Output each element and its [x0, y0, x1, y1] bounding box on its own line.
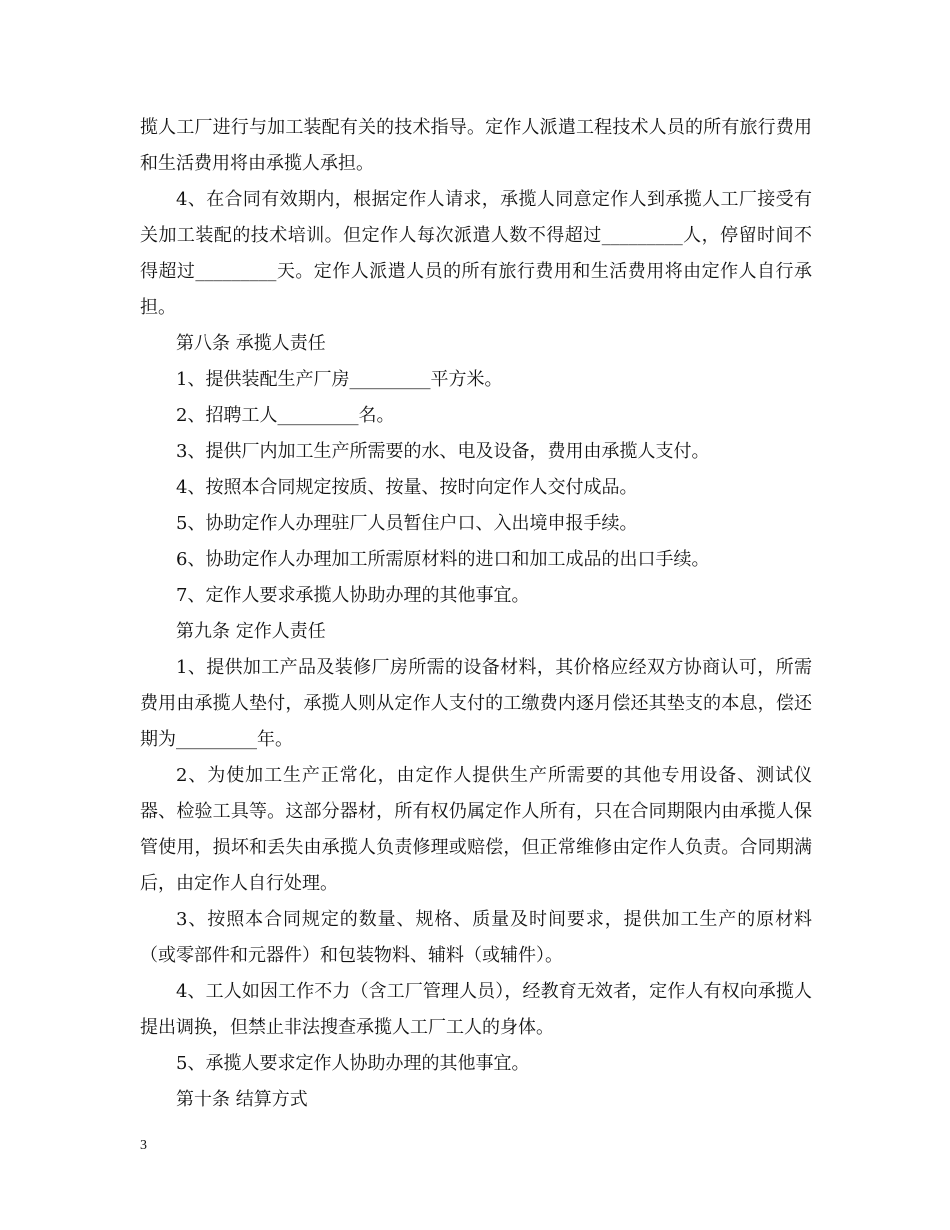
paragraph: 1、提供加工产品及装修厂房所需的设备材料，其价格应经双方协商认可，所需费用由承揽人垫付，承揽人则从定作人支付的工缴费内逐月偿还其垫支的本息，偿还期为_________年。	[140, 657, 812, 750]
paragraph: 1、提供装配生产厂房_________平方米。	[176, 369, 503, 390]
paragraph: 4、工人如因工作不力（含工厂管理人员），经教育无效者，定作人有权向承揽人提出调换，但禁止非法搜查承揽人工厂工人的身体。	[140, 981, 812, 1038]
page-number: 3	[140, 1138, 147, 1153]
document-body	[140, 110, 812, 1118]
paragraph: 5、承揽人要求定作人协助办理的其他事宜。	[176, 1053, 530, 1074]
paragraph: 3、提供厂内加工生产所需要的水、电及设备，费用由承揽人支付。	[176, 441, 710, 462]
paragraph: 2、为使加工生产正常化，由定作人提供生产所需要的其他专用设备、测试仪器、检验工具等。这部分器材，所有权仍属定作人所有，只在合同期限内由承揽人保管使用，损坏和丢失由承揽人负责修理或赔偿，但正常维修由定作人负责。合同期满后，由定作人自行处理。	[140, 765, 812, 894]
paragraph: 揽人工厂进行与加工装配有关的技术指导。定作人派遣工程技术人员的所有旅行费用和生活费用将由承揽人承担。	[140, 117, 812, 174]
paragraph: 3、按照本合同规定的数量、规格、质量及时间要求，提供加工生产的原材料（或零部件和元器件）和包装物料、辅料（或辅件）。	[140, 909, 812, 966]
paragraph: 5、协助定作人办理驻厂人员暂住户口、入出境申报手续。	[176, 513, 638, 534]
paragraph: 第九条 定作人责任	[176, 621, 326, 642]
paragraph: 4、在合同有效期内，根据定作人请求，承揽人同意定作人到承揽人工厂接受有关加工装配的技术培训。但定作人每次派遣人数不得超过_________人，停留时间不得超过_________天。定作人派遣人员的所有旅行费用和生活费用将由定作人自行承担。	[140, 189, 812, 318]
paragraph: 4、按照本合同规定按质、按量、按时向定作人交付成品。	[176, 477, 638, 498]
paragraph: 7、定作人要求承揽人协助办理的其他事宜。	[176, 585, 530, 606]
paragraph: 第十条 结算方式	[176, 1089, 308, 1110]
paragraph: 2、招聘工人_________名。	[176, 405, 395, 426]
paragraph: 6、协助定作人办理加工所需原材料的进口和加工成品的出口手续。	[176, 549, 710, 570]
paragraph: 第八条 承揽人责任	[176, 333, 326, 354]
